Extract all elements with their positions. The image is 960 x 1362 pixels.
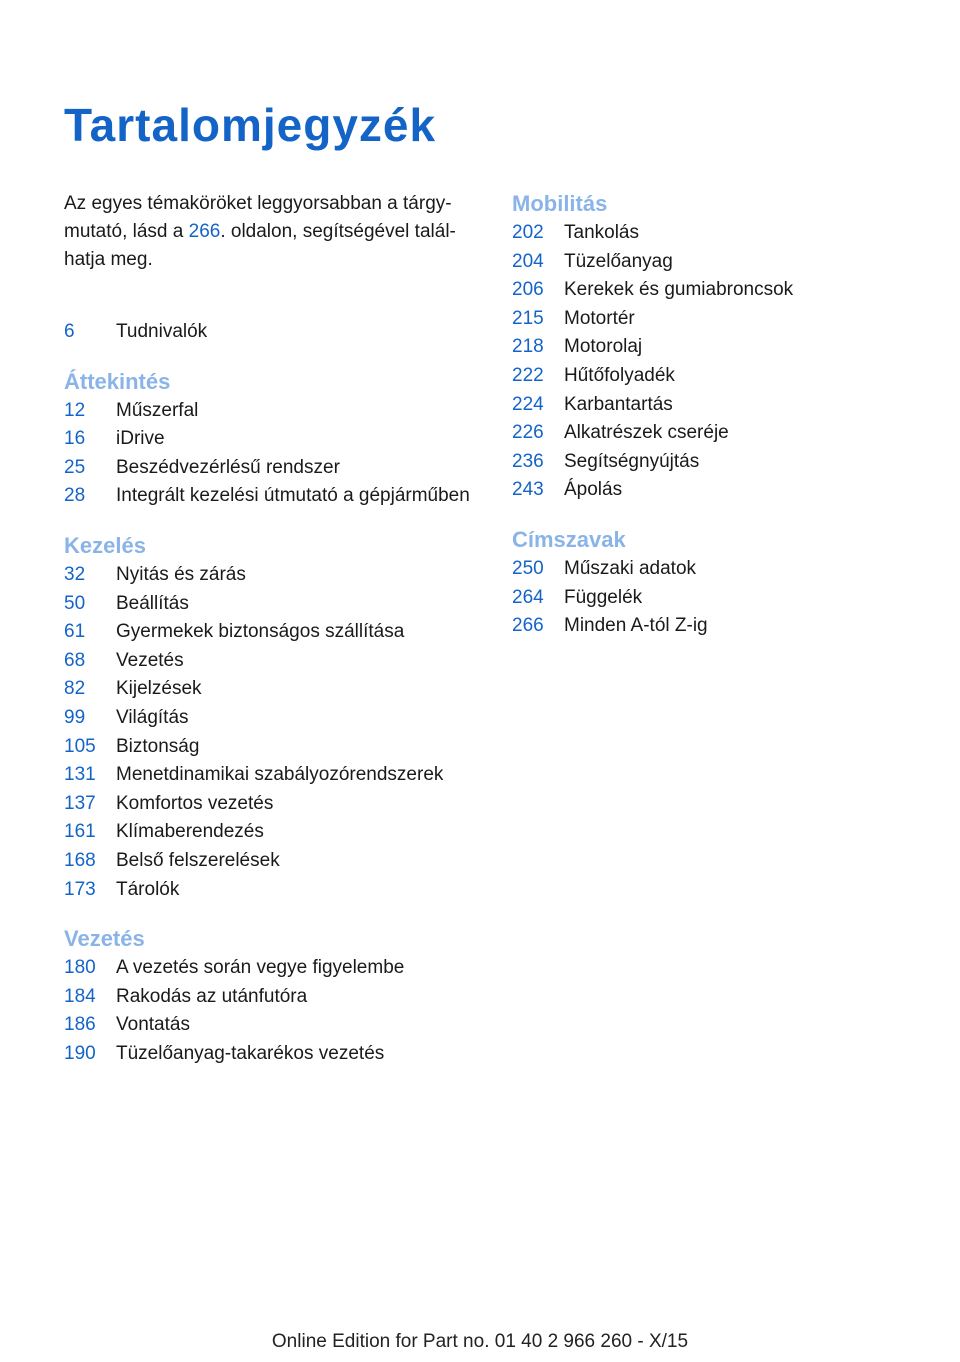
toc-entry-label: Tankolás [564, 222, 639, 243]
toc-entry[interactable] [512, 362, 932, 391]
toc-entry[interactable] [64, 397, 484, 426]
intro-paragraph [64, 190, 484, 274]
toc-entry[interactable] [512, 448, 932, 477]
section-heading: Kezelés [64, 532, 146, 558]
section-heading: Mobilitás [512, 191, 608, 216]
toc-entry[interactable] [64, 1040, 484, 1069]
toc-page-number[interactable]: 204 [512, 250, 544, 272]
toc-entry-label: Komfortos vezetés [116, 792, 274, 814]
toc-entry-label: Integrált kezelési útmutató a gépjárműben [116, 485, 470, 507]
toc-entry[interactable] [64, 561, 484, 590]
toc-entry[interactable] [64, 454, 484, 483]
toc-page-number[interactable]: 16 [64, 428, 86, 450]
toc-section [64, 367, 484, 511]
toc-entry-label: Gyermekek biztonságos szállítása [116, 621, 405, 643]
toc-entry[interactable] [512, 391, 932, 420]
toc-section [512, 189, 932, 505]
toc-entry-label: Vontatás [116, 1014, 190, 1036]
toc-entry[interactable] [64, 818, 484, 847]
toc-entry-label: Ápolás [564, 479, 623, 501]
toc-page-number[interactable]: 224 [512, 393, 544, 415]
toc-entry[interactable] [512, 612, 932, 641]
toc-entry-label: Karbantartás [564, 393, 673, 415]
toc-entry-label: Rakodás az utánfutóra [116, 985, 308, 1007]
toc-page-number[interactable]: 105 [64, 735, 96, 757]
toc-entry-label: Tüzelőanyag-takarékos vezetés [116, 1042, 385, 1064]
section-heading: Címszavak [512, 526, 626, 552]
toc-entry-label: Minden A-tól Z-ig [564, 615, 708, 637]
toc-entry[interactable] [512, 248, 932, 277]
toc-entry-label: Függelék [564, 586, 643, 608]
toc-page-number[interactable]: 28 [64, 485, 86, 507]
toc-page-number[interactable]: 206 [512, 279, 544, 301]
toc-page-number[interactable]: 186 [64, 1014, 96, 1036]
page-title: Tartalomjegyzék [64, 99, 437, 151]
toc-entry-label: Kerekek és gumiabroncsok [564, 279, 794, 301]
toc-section [64, 318, 484, 347]
toc-page-number[interactable]: 61 [64, 621, 86, 643]
toc-page-number[interactable]: 215 [512, 307, 544, 329]
toc-entry-label: Beállítás [116, 592, 189, 614]
toc-entry[interactable] [512, 476, 932, 505]
toc-entry[interactable] [512, 276, 932, 305]
section-heading: Vezetés [64, 926, 145, 952]
toc-entry[interactable] [64, 675, 484, 704]
toc-page-number[interactable]: 180 [64, 957, 96, 979]
toc-entry-label: Motorolaj [564, 336, 643, 358]
toc-entry[interactable] [64, 847, 484, 876]
toc-section [64, 531, 484, 904]
toc-page-number[interactable]: 32 [64, 563, 86, 585]
toc-entry-label: Világítás [116, 706, 189, 728]
toc-page-number[interactable]: 25 [64, 456, 86, 478]
toc-entry[interactable] [64, 983, 484, 1012]
toc-entry[interactable] [64, 590, 484, 619]
toc-entry[interactable] [64, 425, 484, 454]
toc-entry[interactable] [64, 647, 484, 676]
toc-page-number[interactable]: 82 [64, 678, 86, 700]
toc-entry[interactable] [64, 733, 484, 762]
toc-entry-label: iDrive [116, 428, 165, 450]
toc-page-number[interactable]: 243 [512, 479, 544, 501]
toc-left-column [64, 318, 484, 1088]
toc-page-number[interactable]: 6 [64, 321, 75, 342]
toc-page-number[interactable]: 173 [64, 878, 96, 900]
section-heading: Áttekintés [64, 368, 171, 394]
footer [0, 1331, 960, 1353]
toc-entry[interactable] [64, 790, 484, 819]
toc-entry-label: Segítségnyújtás [564, 450, 700, 472]
toc-section [512, 525, 932, 641]
toc-right-column [512, 189, 932, 661]
toc-entry-label: Motortér [564, 307, 635, 329]
toc-entry[interactable] [64, 761, 484, 790]
toc-entry-label: Műszerfal [116, 399, 199, 421]
toc-entry[interactable] [512, 305, 932, 334]
footer-text: Online Edition for Part no. 01 40 2 966 260 - X/15 [271, 1331, 689, 1352]
toc-section [64, 924, 484, 1068]
toc-entry-label: Beszédvezérlésű rendszer [116, 456, 340, 478]
toc-entry[interactable] [512, 419, 932, 448]
toc-entry-label: Belső felszerelések [116, 849, 280, 871]
toc-page-number[interactable]: 264 [512, 586, 544, 608]
toc-page-number[interactable]: 168 [64, 849, 96, 871]
toc-page-number[interactable]: 236 [512, 450, 544, 472]
toc-page-number[interactable]: 68 [64, 649, 86, 671]
toc-page-number[interactable]: 12 [64, 399, 86, 421]
toc-page-number[interactable]: 222 [512, 364, 544, 386]
toc-entry[interactable] [64, 618, 484, 647]
toc-page-number[interactable]: 184 [64, 985, 96, 1007]
toc-page-number[interactable]: 266 [512, 615, 544, 637]
toc-page-number[interactable]: 137 [64, 792, 96, 814]
toc-entry[interactable] [64, 1011, 484, 1040]
toc-entry[interactable] [512, 555, 932, 584]
toc-page-number[interactable]: 218 [512, 336, 544, 358]
toc-entry[interactable] [512, 333, 932, 362]
toc-page-number[interactable]: 202 [512, 222, 544, 243]
toc-entry[interactable] [512, 584, 932, 613]
toc-page-number[interactable]: 190 [64, 1042, 96, 1064]
toc-entry[interactable] [64, 954, 484, 983]
toc-page-number[interactable]: 99 [64, 706, 86, 728]
intro-text-after: . oldalon, segítségével talál-hatja meg. [64, 221, 456, 270]
toc-entry[interactable] [64, 482, 484, 511]
toc-entry-label: Tüzelőanyag [564, 250, 673, 272]
toc-entry[interactable] [64, 876, 484, 905]
toc-entry-label: Menetdinamikai szabályozórendszerek [116, 764, 444, 786]
toc-page-number[interactable]: 226 [512, 422, 544, 444]
toc-entry-label: Hűtőfolyadék [564, 364, 675, 386]
toc-page-number[interactable]: 50 [64, 592, 86, 614]
index-page-link[interactable]: 266 [188, 221, 221, 242]
toc-entry-label: Tárolók [116, 878, 180, 900]
toc-entry-label: Tudnivalók [116, 321, 208, 342]
toc-entry-label: Biztonság [116, 735, 200, 757]
toc-entry-label: A vezetés során vegye figyelembe [116, 957, 405, 979]
intro-text-before: Az egyes témaköröket leggyorsabban a tárgy-mutató, lásd a [64, 193, 452, 242]
toc-entry-label: Vezetés [116, 649, 184, 671]
toc-entry[interactable] [64, 318, 484, 347]
toc-entry[interactable] [512, 219, 932, 248]
toc-page-number[interactable]: 131 [64, 764, 96, 786]
toc-entry[interactable] [64, 704, 484, 733]
toc-page-number[interactable]: 161 [64, 821, 96, 843]
toc-page-number[interactable]: 250 [512, 557, 544, 579]
toc-entry-label: Alkatrészek cseréje [564, 422, 729, 444]
toc-entry-label: Kijelzések [116, 678, 202, 700]
toc-entry-label: Klímaberendezés [116, 821, 264, 843]
toc-entry-label: Nyitás és zárás [116, 563, 246, 585]
toc-entry-label: Műszaki adatok [564, 557, 697, 579]
